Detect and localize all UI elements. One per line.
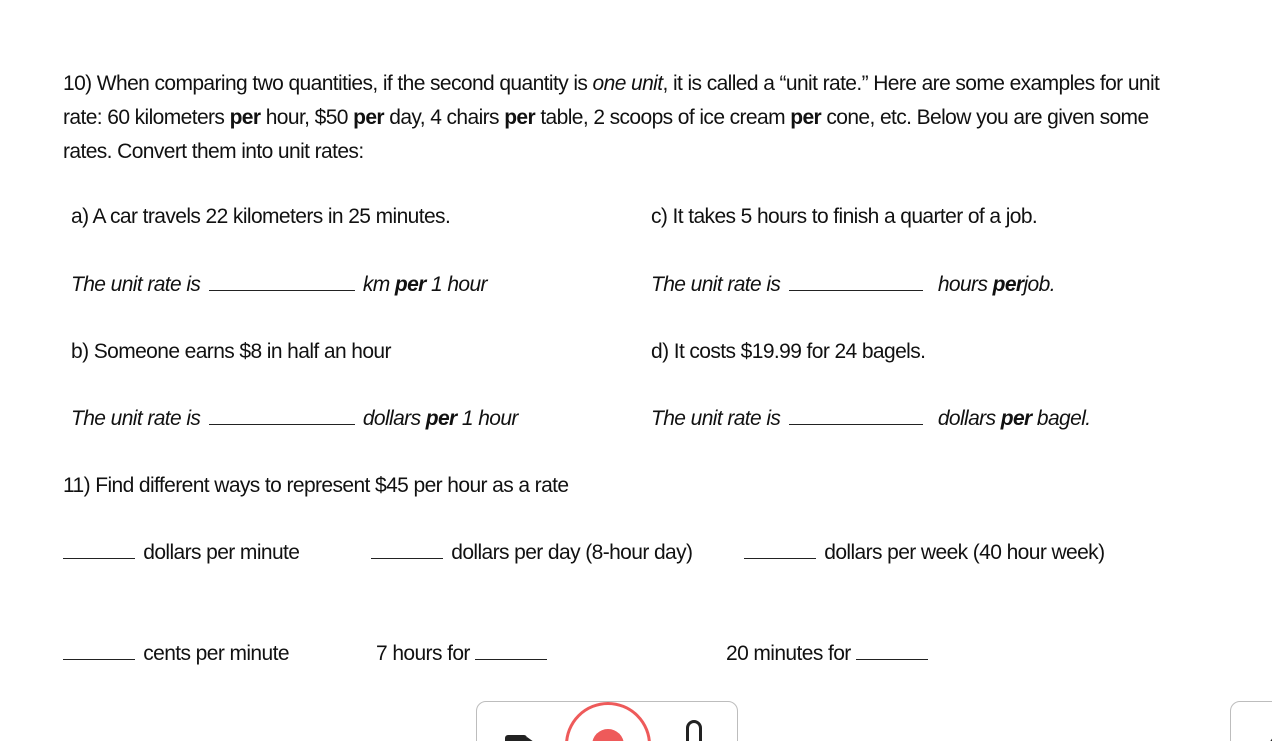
intro-text: hour, $50 <box>260 106 354 129</box>
answer-blank-10c[interactable] <box>789 268 923 291</box>
intro-text: cone, etc. Below you are given some rates. Convert them into unit rates: <box>63 106 1149 163</box>
answer-blank[interactable] <box>371 536 443 559</box>
answer-blank-10d[interactable] <box>789 402 923 425</box>
answer-blank[interactable] <box>63 536 135 559</box>
intro-text: 10) When comparing two quantities, if the second quantity is <box>63 72 593 95</box>
per-bold: per <box>504 106 536 129</box>
answer-prefix: The unit rate is <box>651 273 781 296</box>
per-bold: per <box>992 273 1024 296</box>
side-panel-button[interactable] <box>1230 701 1272 741</box>
question-10c: c) It takes 5 hours to finish a quarter of a job. <box>651 205 1038 228</box>
unit-label: 1 hour <box>431 273 487 296</box>
microphone-icon[interactable] <box>686 720 702 741</box>
record-icon <box>592 729 624 741</box>
rate-label: dollars per day (8-hour day) <box>451 541 693 564</box>
q11-item-cents-per-minute <box>63 637 289 671</box>
question-10a: a) A car travels 22 kilometers in 25 minutes. <box>71 205 451 228</box>
answer-prefix: The unit rate is <box>71 407 201 430</box>
per-bold: per <box>1000 407 1032 430</box>
question-11: 11) Find different ways to represent $45 per hour as a rate <box>63 474 569 497</box>
answer-blank[interactable] <box>856 637 928 660</box>
question-10-intro <box>63 67 1163 169</box>
answer-line-10c <box>651 268 1055 302</box>
per-bold: per <box>425 407 457 430</box>
answer-line-10d <box>651 402 1091 436</box>
unit-label: km <box>362 273 390 296</box>
unit-label: hours <box>937 273 988 296</box>
intro-text: , it is called a “unit rate.” Here are some examples for unit rate: 60 kilometers <box>63 72 1160 129</box>
unit-label: bagel. <box>1036 407 1091 430</box>
pen-icon <box>1258 730 1272 741</box>
question-10b: b) Someone earns $8 in half an hour <box>71 340 391 363</box>
answer-blank-10a[interactable] <box>209 268 355 291</box>
record-button[interactable] <box>565 702 651 741</box>
intro-text: day, 4 chairs <box>384 106 505 129</box>
rate-label: 7 hours for <box>376 642 470 665</box>
q11-item-20-minutes <box>726 637 931 671</box>
q11-item-dollars-per-day <box>371 536 692 570</box>
unit-label: dollars <box>362 407 421 430</box>
intro-text: table, 2 scoops of ice cream <box>535 106 791 129</box>
q11-item-dollars-per-minute <box>63 536 299 570</box>
per-bold: per <box>394 273 426 296</box>
answer-prefix: The unit rate is <box>651 407 781 430</box>
answer-blank[interactable] <box>744 536 816 559</box>
unit-label: 1 hour <box>461 407 518 430</box>
answer-blank-10b[interactable] <box>209 402 355 425</box>
unit-label: dollars <box>937 407 996 430</box>
answer-prefix: The unit rate is <box>71 273 201 296</box>
intro-one-unit: one unit <box>592 72 663 95</box>
rate-label: dollars per minute <box>143 541 300 564</box>
answer-line-10b <box>71 402 518 436</box>
q11-item-dollars-per-week <box>744 536 1104 570</box>
recording-toolbar <box>476 701 738 741</box>
answer-line-10a <box>71 268 487 302</box>
answer-blank[interactable] <box>63 637 135 660</box>
question-10d: d) It costs $19.99 for 24 bagels. <box>651 340 926 363</box>
answer-blank[interactable] <box>475 637 547 660</box>
unit-label: job. <box>1023 273 1055 296</box>
per-bold: per <box>790 106 822 129</box>
rate-label: 20 minutes for <box>726 642 851 665</box>
video-camera-icon[interactable] <box>505 735 527 741</box>
per-bold: per <box>229 106 261 129</box>
rate-label: dollars per week (40 hour week) <box>824 541 1105 564</box>
q11-item-7-hours <box>376 637 550 671</box>
rate-label: cents per minute <box>143 642 289 665</box>
per-bold: per <box>353 106 385 129</box>
